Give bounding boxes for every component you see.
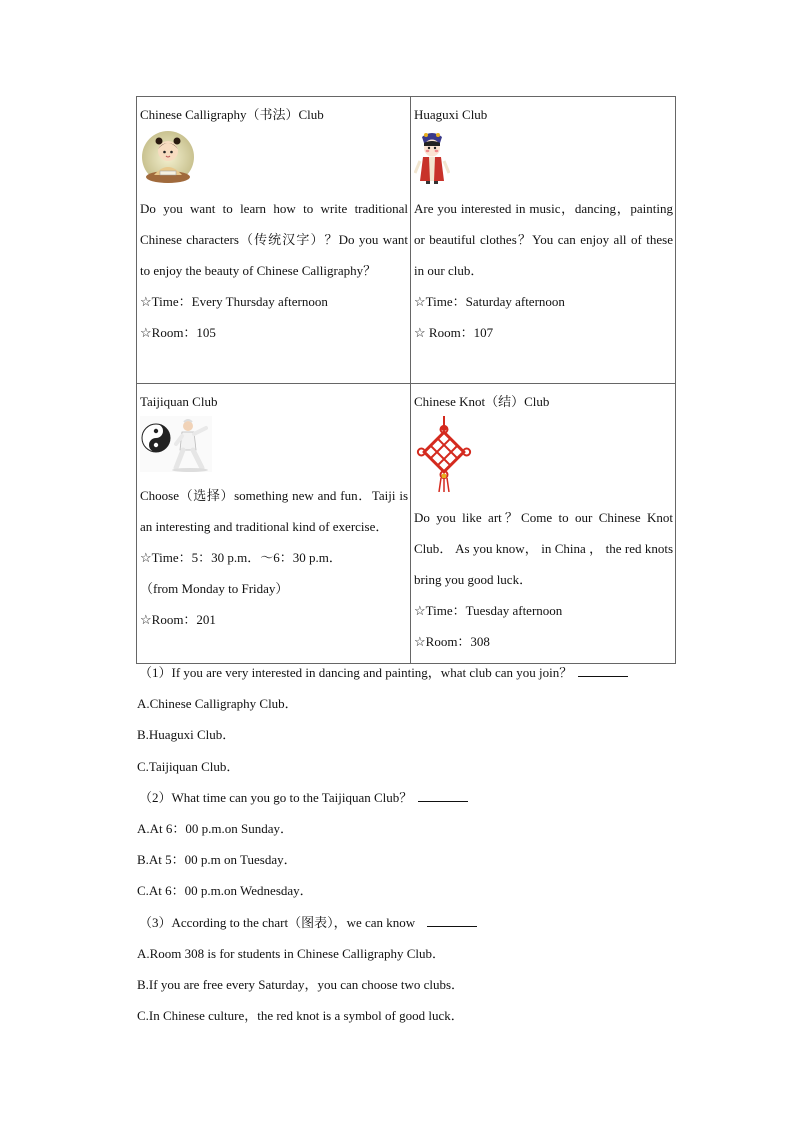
club-description: Are you interested in music，dancing，painting or beautiful clothes？You can enjoy all of these in our club．	[414, 201, 673, 278]
club-time: ☆Time：Tuesday afternoon	[414, 603, 563, 618]
answer-blank[interactable]	[418, 789, 468, 802]
question-option: C.In Chinese culture，the red knot is a symbol of good luck．	[137, 1008, 464, 1024]
question-stem: （3）According to the chart（图表），we can know	[137, 907, 677, 938]
question-option: B.If you are free every Saturday，you can choose two clubs．	[137, 976, 465, 992]
club-room: ☆ Room：107	[414, 325, 494, 340]
club-title: Huaguxi Club	[414, 107, 488, 122]
club-cell-taijiquan	[137, 384, 411, 664]
club-title: Taijiquan Club	[140, 394, 218, 409]
question-option: B.At 5：00 p.m on Tuesday．	[137, 852, 297, 868]
club-room: ☆Room：201	[140, 612, 216, 627]
questions-section	[137, 657, 677, 1031]
question-stem: （1）If you are very interested in dancing and painting，what club can you join？	[137, 657, 677, 688]
club-table	[136, 96, 676, 664]
answer-blank[interactable]	[578, 664, 628, 677]
question-option: C.At 6：00 p.m.on Wednesday．	[137, 883, 313, 899]
club-time: ☆Time：Every Thursday afternoon	[140, 294, 328, 309]
club-room: ☆Room：308	[414, 634, 490, 649]
club-room: ☆Room：105	[140, 325, 216, 340]
club-cell-chinese-knot	[411, 384, 676, 664]
club-row	[137, 384, 676, 664]
club-title: Chinese Knot（结）Club	[414, 394, 550, 409]
opera-doll-icon	[414, 129, 673, 187]
club-cell-calligraphy	[137, 97, 411, 384]
taiji-icon	[140, 416, 408, 474]
question-option: B.Huaguxi Club．	[137, 727, 236, 743]
question-option: A.Chinese Calligraphy Club．	[137, 696, 298, 712]
question-option: C.Taijiquan Club．	[137, 758, 240, 774]
question-option: A.At 6：00 p.m.on Sunday．	[137, 820, 294, 836]
club-row	[137, 97, 676, 384]
chinese-knot-icon	[414, 416, 673, 492]
club-description: Choose（选择）something new and fun．Taiji is an interesting and traditional kind of exercise．	[140, 488, 408, 534]
club-time: ☆Time：5：30 p.m．～6：30 p.m．	[140, 550, 342, 565]
question-option: A.Room 308 is for students in Chinese Calligraphy Club．	[137, 945, 446, 961]
club-time: ☆Time：Saturday afternoon	[414, 294, 565, 309]
club-description: Do you want to learn how to write traditional Chinese characters（传统汉字）？Do you want to enjoy the beauty of Chinese Calligraphy？	[140, 201, 408, 278]
calligraphy-child-icon	[140, 129, 408, 187]
club-time-note: （from Monday to Friday）	[140, 581, 289, 596]
answer-blank[interactable]	[427, 914, 477, 927]
club-title: Chinese Calligraphy（书法）Club	[140, 107, 324, 122]
question-stem: （2）What time can you go to the Taijiquan Club？	[137, 782, 677, 813]
club-cell-huaguxi	[411, 97, 676, 384]
club-description: Do you like art？Come to our Chinese Knot Club． As you know， in China ， the red knots bring you good luck．	[414, 510, 673, 587]
